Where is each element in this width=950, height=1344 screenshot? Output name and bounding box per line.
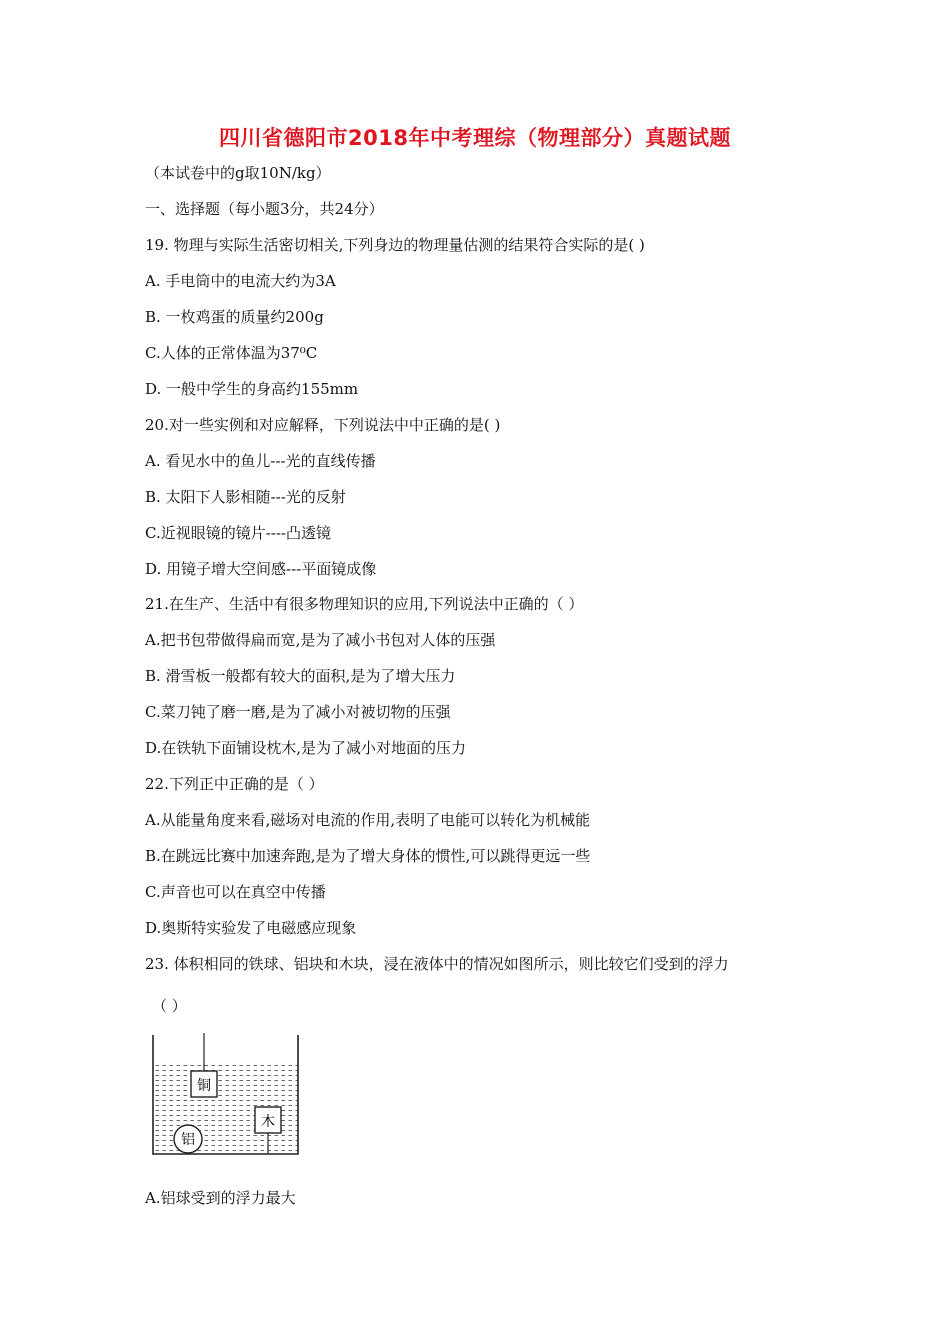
question-20-option-d: D. 用镜子增大空间感---平面镜成像 [145, 560, 377, 578]
question-21-option-b: B. 滑雪板一般都有较大的面积,是为了增大压力 [145, 667, 456, 685]
question-22-option-d: D.奥斯特实验发了电磁感应现象 [145, 919, 357, 937]
question-21-option-a: A.把书包带做得扁而宽,是为了减小书包对人体的压强 [145, 631, 496, 649]
question-22-option-b: B.在跳远比赛中加速奔跑,是为了增大身体的惯性,可以跳得更远一些 [145, 847, 591, 865]
question-22-stem: 22.下列正中正确的是（ ） [145, 775, 324, 793]
aluminum-label: 铝 [181, 1132, 195, 1148]
question-19-option-d: D. 一般中学生的身高约155mm [145, 380, 359, 398]
question-20-option-b: B. 太阳下人影相随---光的反射 [145, 488, 346, 506]
question-22-option-a: A.从能量角度来看,磁场对电流的作用,表明了电能可以转化为机械能 [145, 811, 591, 829]
question-23-answer-bracket: （ ） [152, 997, 187, 1015]
question-21-option-d: D.在铁轨下面铺设枕木,是为了减小对地面的压力 [145, 739, 467, 757]
question-19-option-b: B. 一枚鸡蛋的质量约200g [145, 308, 324, 326]
copper-label: 铜 [197, 1078, 211, 1094]
section-heading: 一、选择题（每小题3分，共24分） [145, 200, 384, 218]
question-20-option-c: C.近视眼镜的镜片----凸透镜 [145, 524, 331, 542]
question-20-stem: 20.对一些实例和对应解释，下列说法中中正确的是( ) [145, 416, 501, 434]
question-19-option-a: A. 手电筒中的电流大约为3A [145, 272, 336, 290]
question-23-option-a: A.铝球受到的浮力最大 [145, 1189, 296, 1207]
question-23-stem: 23. 体积相同的铁球、铝块和木块，浸在液体中的情况如图所示，则比较它们受到的浮力 [145, 955, 729, 973]
page-title: 四川省德阳市2018年中考理综（物理部分）真题试题 [219, 126, 731, 150]
question-21-stem: 21.在生产、生活中有很多物理知识的应用,下列说法中正确的（ ） [145, 595, 584, 613]
wood-label: 木 [261, 1114, 275, 1130]
buoyancy-figure [148, 1033, 308, 1161]
question-22-option-c: C.声音也可以在真空中传播 [145, 883, 326, 901]
question-21-option-c: C.菜刀钝了磨一磨,是为了减小对被切物的压强 [145, 703, 451, 721]
question-19-option-c: C.人体的正常体温为37⁰C [145, 344, 318, 362]
question-20-option-a: A. 看见水中的鱼儿---光的直线传播 [145, 452, 376, 470]
question-19-stem: 19. 物理与实际生活密切相关,下列身边的物理量估测的结果符合实际的是( ) [145, 236, 645, 254]
exam-note: （本试卷中的g取10N/kg） [145, 164, 331, 182]
